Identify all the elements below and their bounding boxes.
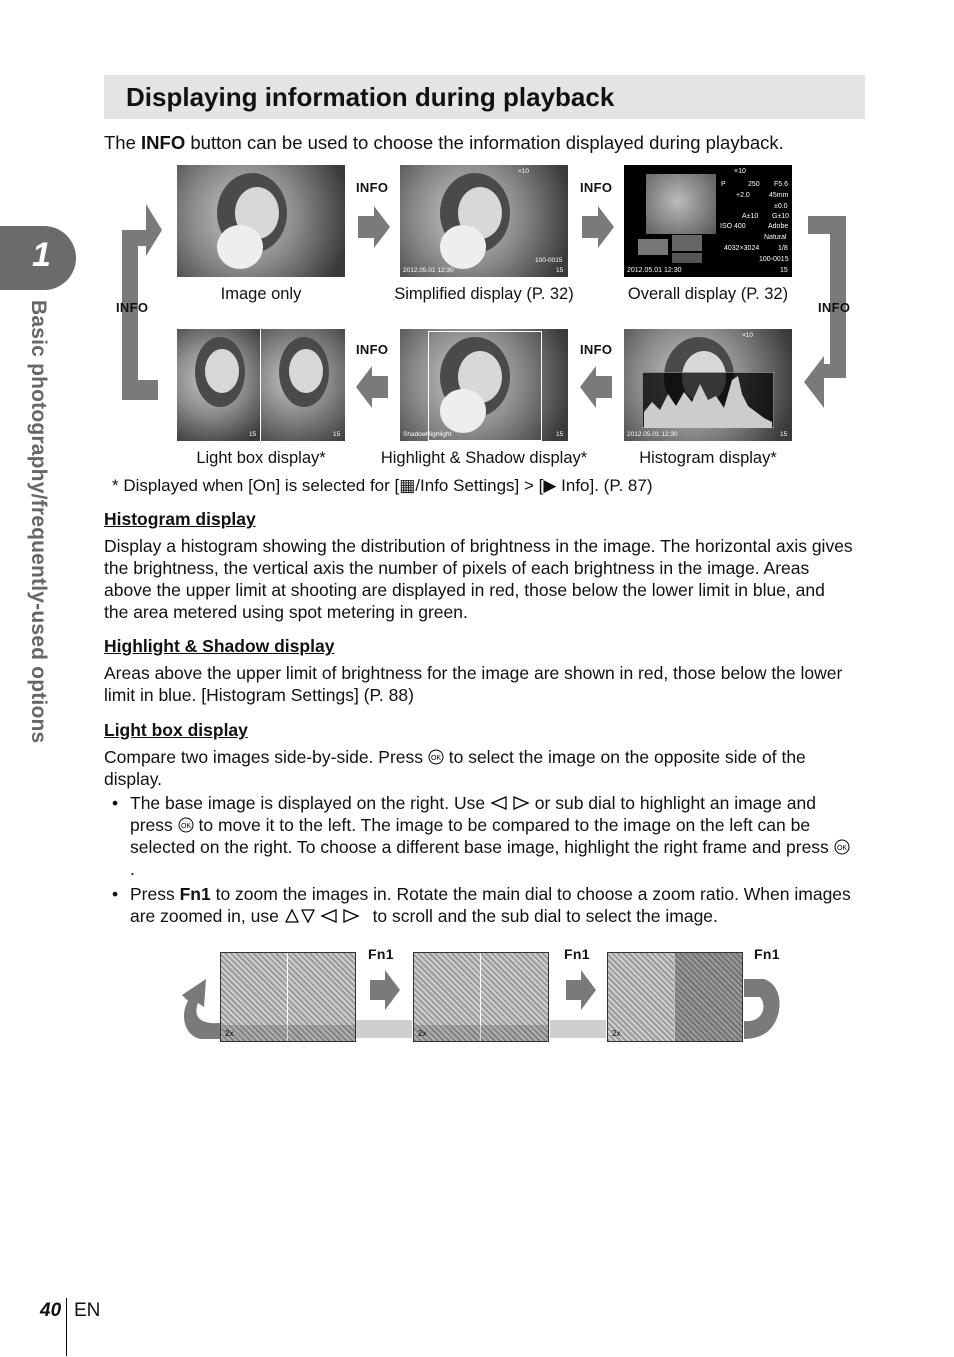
section-heading: Highlight & Shadow display [104, 636, 335, 656]
connector-bar [356, 1020, 412, 1038]
info-label-right: INFO [818, 300, 851, 315]
arrow-right-3 [370, 970, 400, 1010]
left-right-arrows-icon [490, 795, 530, 811]
thumb-simplified: ×10 2012.05.01 12:30 100-0015 15 [400, 165, 568, 277]
svg-text:OK: OK [180, 823, 191, 830]
section-light-box [104, 720, 854, 790]
chapter-number: 1 [32, 236, 51, 274]
zoom-screen-3: 2x [607, 952, 743, 1042]
zoom-screen-1: 2x [220, 952, 356, 1042]
arrow-left-1 [356, 366, 388, 408]
info-label-3: INFO [356, 342, 389, 357]
info-label-4: INFO [580, 342, 613, 357]
chapter-side-label: Basic photography/frequently-used options [27, 300, 50, 744]
caption-simplified: Simplified display (P. 32) [394, 285, 574, 303]
section-heading: Histogram display [104, 509, 256, 529]
thumb-histogram: ×10 2012.05.01 12:30 15 [624, 329, 792, 441]
bullet-1: • The base image is displayed on the right. Use or sub dial to highlight an image and press OK to move it to the left. The image to be compared to the image on the left can be selected on the right. To choose a different base image, highlight the right frame and press OK . [112, 792, 852, 880]
page-title: Displaying information during playback [126, 82, 615, 112]
four-way-arrows-icon [284, 908, 368, 924]
curved-arrow-left [180, 975, 222, 1039]
svg-text:OK: OK [836, 845, 847, 852]
chapter-tab [0, 226, 76, 290]
info-label-left: INFO [116, 300, 149, 315]
caption-light-box: Light box display* [196, 449, 326, 467]
info-label-1: INFO [356, 180, 389, 195]
fn1-label-2: Fn1 [564, 946, 590, 962]
fn1-label-1: Fn1 [368, 946, 394, 962]
zoom-screen-2: 2x [413, 952, 549, 1042]
caption-histogram: Histogram display* [639, 449, 777, 467]
info-label-2: INFO [580, 180, 613, 195]
svg-text:OK: OK [430, 755, 441, 762]
page-rule [66, 1298, 67, 1356]
title-bar [104, 75, 865, 119]
ok-button-icon [428, 749, 444, 765]
section-highlight-shadow [104, 636, 854, 706]
caption-image-only: Image only [220, 285, 302, 303]
fn1-button-name: Fn1 [179, 884, 211, 904]
section-histogram [104, 509, 854, 623]
intro-text: The INFO button can be used to choose the information displayed during playback. [104, 132, 784, 153]
footnote: * Displayed when [On] is selected for [▦/Info Settings] > [▶ Info]. (P. 87) [112, 476, 653, 495]
section-body: Compare two images side-by-side. Press OK to select the image on the opposite side of the display. [104, 747, 806, 789]
bullet-2: • Press Fn1 to zoom the images in. Rotate the main dial to choose a zoom ratio. When images are zoomed in, use to scroll and the sub dial to select the image. [112, 884, 851, 926]
ok-button-icon [178, 817, 194, 833]
histogram-graph [642, 372, 774, 428]
curved-arrow-right [742, 975, 784, 1039]
thumb-image-only [177, 165, 345, 277]
thumb-light-box: 15 15 [177, 329, 345, 441]
section-heading: Light box display [104, 720, 248, 740]
arrow-right-1 [358, 206, 390, 248]
caption-overall: Overall display (P. 32) [627, 285, 789, 303]
arrow-left-2 [580, 366, 612, 408]
section-body: Display a histogram showing the distribution of brightness in the image. The horizontal axis gives the brightness, the vertical axis the number of pixels of each brightness in the image. Areas above the upper limit at shooting are displayed in red, those below the lower limit in blue, and the area metered using spot metering in green. [104, 536, 853, 622]
ok-button-icon [834, 839, 850, 855]
fn1-label-3: Fn1 [754, 946, 780, 962]
info-button-name: INFO [141, 132, 186, 153]
page-number: 40 [40, 1300, 62, 1321]
page-language: EN [74, 1300, 101, 1321]
arrow-right-4 [566, 970, 596, 1010]
thumb-overall: ×10 P 250 F5.6 +2.0 45mm ±0.0 A±10 G±10 ISO 400 Adobe Natural 4032×3024 1/8 100-0015 2012.05.01 12:30 15 [624, 165, 792, 277]
arrow-right-2 [582, 206, 614, 248]
caption-highlight-shadow: Highlight & Shadow display* [380, 449, 588, 467]
connector-bar [550, 1020, 606, 1038]
thumb-highlight-shadow: Shadow Highlight 15 [400, 329, 568, 441]
section-body: Areas above the upper limit of brightness for the image are shown in red, those below the lower limit in blue. [Histogram Settings] (P. 88) [104, 663, 843, 705]
